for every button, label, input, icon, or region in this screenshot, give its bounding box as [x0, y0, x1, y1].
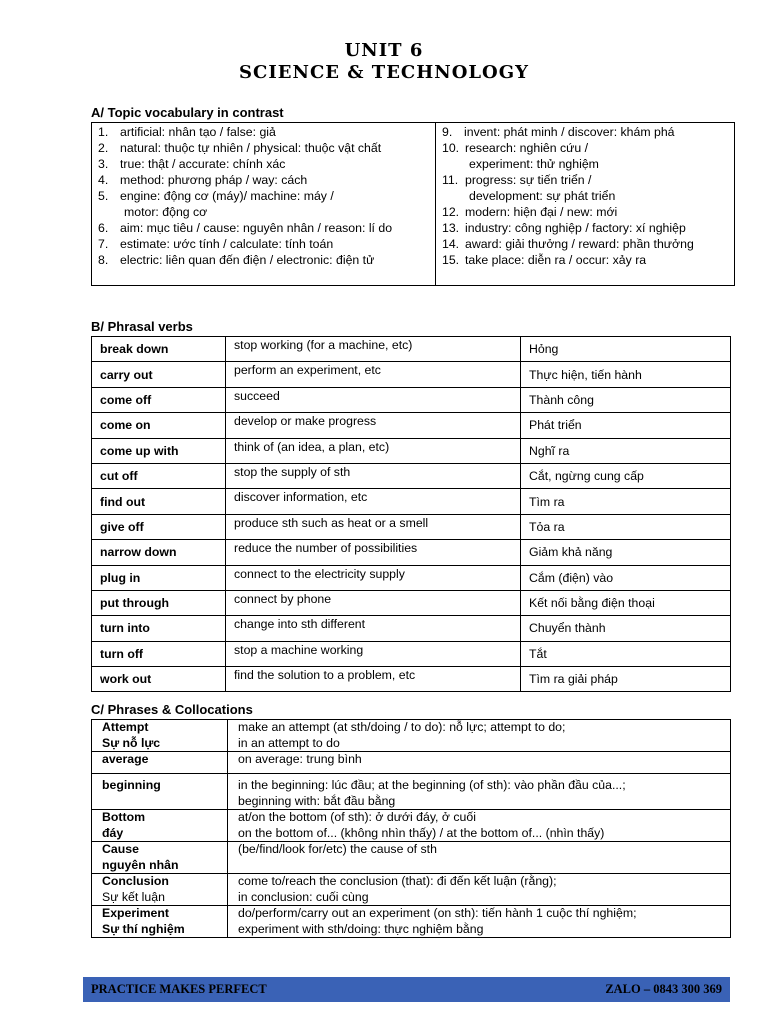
phrasal-verb: come up with	[92, 438, 226, 463]
vocab-item	[98, 188, 429, 220]
english-meaning: stop the supply of sth	[226, 463, 521, 488]
vocab-text: progress: sự tiến triển /	[465, 173, 592, 187]
vietnamese-meaning: Tìm ra	[521, 489, 731, 514]
collocation-key-cell	[92, 874, 228, 906]
vocab-text: artificial: nhân tạo / false: giả	[120, 125, 276, 139]
collocation-key: Experiment	[102, 906, 169, 920]
collocation-key-translation: đáy	[102, 825, 124, 840]
collocation-key-cell	[92, 752, 228, 774]
collocation-line: on the bottom of... (không nhìn thấy) / at the bottom of... (nhìn thấy)	[238, 825, 605, 840]
phrasal-verb: break down	[92, 337, 226, 362]
vocab-item	[98, 172, 429, 188]
vietnamese-meaning: Chuyển thành	[521, 616, 731, 641]
vocab-item	[98, 252, 429, 268]
english-meaning: reduce the number of possibilities	[226, 540, 521, 565]
vocab-text-wrap	[120, 188, 429, 220]
vocab-text-wrap	[465, 204, 728, 220]
phrasal-verb: plug in	[92, 565, 226, 590]
vocab-text: modern: hiện đại / new: mới	[465, 205, 618, 219]
vocab-column-right	[436, 123, 734, 285]
english-meaning: succeed	[226, 387, 521, 412]
collocations-table	[91, 719, 731, 938]
collocation-line: beginning with: bắt đầu bằng	[238, 793, 396, 808]
table-row	[92, 514, 731, 539]
phrasal-verb: find out	[92, 489, 226, 514]
collocation-examples	[228, 874, 731, 906]
table-row	[92, 874, 731, 906]
section-a-heading: A/ Topic vocabulary in contrast	[91, 105, 284, 120]
footer-slogan: PRACTICE MAKES PERFECT	[91, 982, 267, 996]
table-row	[92, 362, 731, 387]
collocation-key: Attempt	[102, 720, 149, 734]
phrasal-verb: work out	[92, 667, 226, 692]
collocation-key-translation: nguyên nhân	[102, 857, 179, 872]
vietnamese-meaning: Giảm khả năng	[521, 540, 731, 565]
collocation-key-cell	[92, 906, 228, 938]
vocab-number: 9.	[442, 125, 453, 139]
vocab-number: 14.	[442, 237, 460, 251]
collocation-examples	[228, 752, 731, 774]
english-meaning: think of (an idea, a plan, etc)	[226, 438, 521, 463]
vocab-item	[442, 172, 728, 204]
vocab-text-wrap	[465, 220, 728, 236]
collocation-line: make an attempt (at sth/doing / to do): nỗ lực; attempt to do;	[238, 720, 566, 734]
table-row	[92, 752, 731, 774]
vocab-number: 8.	[98, 253, 109, 267]
vocab-item	[98, 156, 429, 172]
vocab-item	[98, 124, 429, 140]
english-meaning: stop working (for a machine, etc)	[226, 337, 521, 362]
vocab-text-wrap	[120, 220, 429, 236]
collocation-key-cell	[92, 774, 228, 810]
vietnamese-meaning: Thành công	[521, 387, 731, 412]
vocab-item	[98, 140, 429, 156]
vocab-text-wrap	[120, 156, 429, 172]
table-row	[92, 565, 731, 590]
english-meaning: change into sth different	[226, 616, 521, 641]
table-row	[92, 842, 731, 874]
collocation-key: average	[102, 752, 149, 766]
vocab-item	[442, 124, 728, 140]
vietnamese-meaning: Nghĩ ra	[521, 438, 731, 463]
phrasal-verb: turn off	[92, 641, 226, 666]
phrasal-verb: turn into	[92, 616, 226, 641]
table-row	[92, 463, 731, 488]
footer-bar	[83, 977, 730, 1002]
vocab-text: engine: động cơ (máy)/ machine: máy /	[120, 189, 334, 203]
vocab-item	[442, 204, 728, 220]
vocab-text-continued: experiment: thử nghiệm	[469, 157, 599, 171]
english-meaning: discover information, etc	[226, 489, 521, 514]
table-row	[92, 641, 731, 666]
vietnamese-meaning: Hỏng	[521, 337, 731, 362]
table-row	[92, 774, 731, 810]
vocab-number: 1.	[98, 125, 109, 139]
vocab-text: award: giải thưởng / reward: phần thưởng	[465, 237, 694, 251]
table-row	[92, 810, 731, 842]
vocab-text: research: nghiên cứu /	[465, 141, 589, 155]
collocation-key-translation: Sự nỗ lực	[102, 735, 161, 750]
table-row	[92, 387, 731, 412]
unit-subtitle: SCIENCE & TECHNOLOGY	[239, 62, 529, 83]
vocab-text-wrap	[120, 124, 429, 140]
collocation-examples	[228, 906, 731, 938]
collocation-key: beginning	[102, 778, 161, 792]
phrasal-verb: give off	[92, 514, 226, 539]
collocation-key-cell	[92, 810, 228, 842]
vocab-text-continued: motor: động cơ	[124, 205, 208, 219]
vietnamese-meaning: Tắt	[521, 641, 731, 666]
collocation-key-cell	[92, 842, 228, 874]
vocab-number: 3.	[98, 157, 109, 171]
table-row	[92, 413, 731, 438]
section-b-heading: B/ Phrasal verbs	[91, 319, 193, 334]
vietnamese-meaning: Kết nối bằng điện thoại	[521, 590, 731, 615]
vocab-item	[442, 220, 728, 236]
vocab-item	[442, 252, 728, 268]
vocab-number: 11.	[442, 173, 459, 187]
collocation-examples	[228, 774, 731, 810]
table-row	[92, 489, 731, 514]
vocab-item	[442, 236, 728, 252]
vocab-text: natural: thuộc tự nhiên / physical: thuộc vật chất	[120, 141, 382, 155]
collocation-line: do/perform/carry out an experiment (on sth): tiến hành 1 cuộc thí nghiệm;	[238, 906, 637, 920]
collocation-key-translation: Sự kết luận	[102, 889, 165, 904]
vocab-number: 4.	[98, 173, 109, 187]
vocab-text-wrap	[120, 140, 429, 156]
english-meaning: produce sth such as heat or a smell	[226, 514, 521, 539]
vocab-column-left	[92, 123, 436, 285]
collocation-line: (be/find/look for/etc) the cause of sth	[238, 842, 437, 856]
vocab-text-wrap	[120, 252, 429, 268]
vocab-text: estimate: ước tính / calculate: tính toán	[120, 237, 334, 251]
vocab-number: 7.	[98, 237, 109, 251]
vocab-text: true: thật / accurate: chính xác	[120, 157, 286, 171]
collocation-key: Cause	[102, 842, 139, 856]
table-row	[92, 337, 731, 362]
vocab-text-continued: development: sự phát triển	[469, 189, 616, 203]
unit-title: UNIT 6	[344, 40, 424, 61]
vocab-text: method: phương pháp / way: cách	[120, 173, 308, 187]
vocab-text: electric: liên quan đến điện / electronic: điện tử	[120, 253, 375, 267]
phrasal-verbs-table	[91, 336, 731, 692]
vietnamese-meaning: Phát triển	[521, 413, 731, 438]
vietnamese-meaning: Tỏa ra	[521, 514, 731, 539]
table-row	[92, 590, 731, 615]
collocation-key-cell	[92, 720, 228, 752]
english-meaning: develop or make progress	[226, 413, 521, 438]
vocab-number: 15.	[442, 253, 460, 267]
collocation-line: come to/reach the conclusion (that): đi đến kết luận (rằng);	[238, 874, 557, 888]
phrasal-verb: put through	[92, 590, 226, 615]
english-meaning: find the solution to a problem, etc	[226, 667, 521, 692]
english-meaning: connect by phone	[226, 590, 521, 615]
collocation-examples	[228, 810, 731, 842]
vocab-number: 5.	[98, 189, 109, 203]
vocab-text: aim: mục tiêu / cause: nguyên nhân / reason: lí do	[120, 221, 393, 235]
phrasal-verb: come off	[92, 387, 226, 412]
table-row	[92, 720, 731, 752]
phrasal-verb: come on	[92, 413, 226, 438]
footer-contact: ZALO – 0843 300 369	[605, 982, 722, 996]
vocab-text-wrap	[120, 172, 429, 188]
vocab-item	[98, 220, 429, 236]
vocab-box	[91, 122, 735, 286]
english-meaning: stop a machine working	[226, 641, 521, 666]
phrasal-verb: carry out	[92, 362, 226, 387]
vocab-text-wrap	[120, 236, 429, 252]
collocation-examples	[228, 842, 731, 874]
table-row	[92, 667, 731, 692]
vocab-text-wrap	[465, 172, 728, 204]
table-row	[92, 540, 731, 565]
table-row	[92, 616, 731, 641]
english-meaning: perform an experiment, etc	[226, 362, 521, 387]
section-c-heading: C/ Phrases & Collocations	[91, 702, 253, 717]
vocab-number: 6.	[98, 221, 109, 235]
collocation-line: in the beginning: lúc đầu; at the beginning (of sth): vào phần đầu của...;	[238, 778, 626, 792]
vocab-text-wrap	[465, 252, 728, 268]
vietnamese-meaning: Tìm ra giải pháp	[521, 667, 731, 692]
vietnamese-meaning: Cắm (điện) vào	[521, 565, 731, 590]
vocab-number: 2.	[98, 141, 109, 155]
phrasal-verb: cut off	[92, 463, 226, 488]
table-row	[92, 906, 731, 938]
vocab-number: 13.	[442, 221, 460, 235]
collocation-line: on average: trung bình	[238, 752, 362, 766]
collocation-line: experiment with sth/doing: thực nghiệm bằng	[238, 921, 484, 936]
english-meaning: connect to the electricity supply	[226, 565, 521, 590]
vocab-text: take place: diễn ra / occur: xảy ra	[465, 253, 647, 267]
collocation-line: in conclusion: cuối cùng	[238, 889, 369, 904]
collocation-examples	[228, 720, 731, 752]
vietnamese-meaning: Thực hiện, tiến hành	[521, 362, 731, 387]
collocation-line: in an attempt to do	[238, 735, 340, 750]
collocation-line: at/on the bottom (of sth): ở dưới đáy, ở cuối	[238, 810, 476, 824]
vocab-text-wrap	[465, 236, 728, 252]
vocab-item	[98, 236, 429, 252]
vocab-item	[442, 140, 728, 172]
vocab-text: invent: phát minh / discover: khám phá	[464, 125, 675, 139]
table-row	[92, 438, 731, 463]
vietnamese-meaning: Cắt, ngừng cung cấp	[521, 463, 731, 488]
collocation-key: Conclusion	[102, 874, 169, 888]
vocab-text: industry: công nghiệp / factory: xí nghiệp	[465, 221, 686, 235]
collocation-key-translation: Sự thí nghiệm	[102, 921, 185, 936]
vocab-text-wrap	[464, 124, 728, 140]
vocab-number: 12.	[442, 205, 460, 219]
phrasal-verb: narrow down	[92, 540, 226, 565]
vocab-number: 10.	[442, 141, 460, 155]
collocation-key: Bottom	[102, 810, 146, 824]
vocab-text-wrap	[465, 140, 728, 172]
